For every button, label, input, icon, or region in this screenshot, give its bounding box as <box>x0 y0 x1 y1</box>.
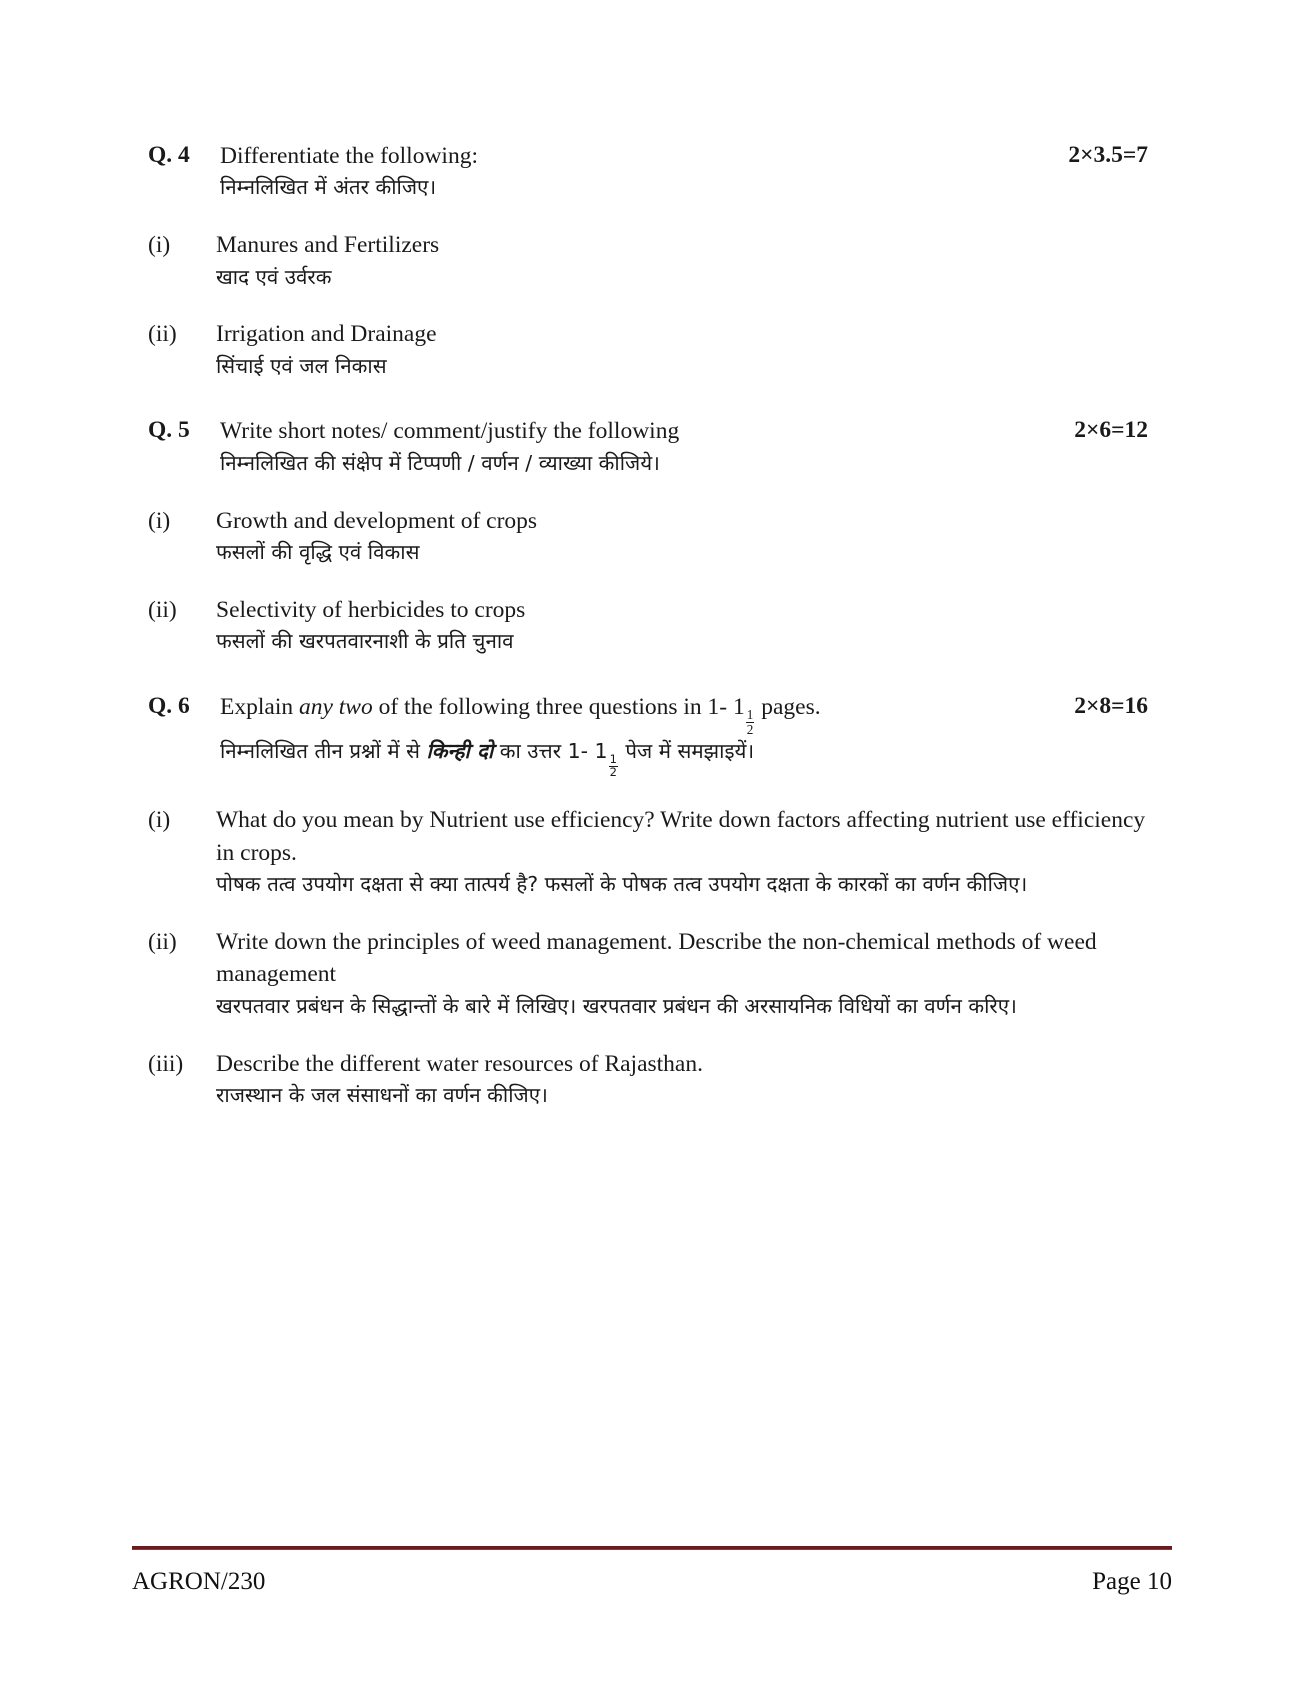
sub-english-q5-i: Growth and development of crops <box>216 507 538 534</box>
question-hindi-q4: निम्नलिखित में अंतर कीजिए। <box>220 175 437 200</box>
question-text-q5 <box>220 415 1056 478</box>
question-block-q5 <box>148 415 1148 478</box>
sub-label-q4-ii: (ii) <box>148 321 177 348</box>
question-english-q6: Explain any two of the following three questions in 1- 1 $\frac{1}{2}$ pages. <box>220 693 821 737</box>
q6-eng-after: of the following three questions in 1- <box>372 693 734 720</box>
sub-hindi-q4-ii: सिंचाई एवं जल निकास <box>216 353 387 378</box>
list-item <box>148 318 1148 381</box>
sub-label-q6-iii: (iii) <box>148 1050 184 1077</box>
question-text-q4 <box>220 140 1050 203</box>
question-marks-q6: 2×8=16 <box>1074 692 1148 719</box>
question-hindi-q5: निम्नलिखित की संक्षेप में टिप्पणी / वर्णन / व्याख्या कीजिये। <box>220 450 660 475</box>
q6-eng-before: Explain <box>220 693 299 720</box>
question-hindi-q6: निम्नलिखित तीन प्रश्नों में से किन्ही दो का उत्तर 1- 1 $\frac{1}{2}$ पेज में समझाइयें। <box>220 739 755 779</box>
list-item <box>148 229 1148 292</box>
sub-label-q5-i: (i) <box>148 507 171 534</box>
sub-label-q5-ii: (ii) <box>148 596 177 623</box>
q6-eng-tail: pages. <box>755 693 821 720</box>
q6-eng-italic: any two <box>298 693 373 720</box>
page-footer <box>132 1568 1172 1596</box>
sub-hindi-q4-i: खाद एवं उर्वरक <box>216 264 332 289</box>
fraction-one-half: $\frac{1}{2}$ <box>746 707 754 737</box>
q6-hin-before: निम्नलिखित तीन प्रश्नों में से <box>220 739 427 764</box>
sub-hindi-q6-ii: खरपतवार प्रबंधन के सिद्धान्तों के बारे में लिखिए। खरपतवार प्रबंधन की अरसायनिक विधियों का वर्णन करिए। <box>216 993 1017 1018</box>
sub-english-q4-ii: Irrigation and Drainage <box>216 321 437 348</box>
question-english-q4: Differentiate the following: <box>220 143 478 169</box>
question-block-q4 <box>148 140 1148 203</box>
q6-hin-tail: पेज में समझाइयें। <box>618 739 755 764</box>
q6-hin-after: का उत्तर 1- <box>493 739 595 764</box>
sub-english-q6-i: What do you mean by Nutrient use efficiency? Write down factors affecting nutrient use efficiency in crops. <box>216 807 1146 866</box>
question-block-q6 <box>148 691 1148 779</box>
question-label-q6: Q. 6 <box>148 692 190 719</box>
question-marks-q4: 2×3.5=7 <box>1068 142 1148 168</box>
sub-label-q4-i: (i) <box>148 232 171 259</box>
sub-label-q6-i: (i) <box>148 807 171 834</box>
footer-paper-code: AGRON/230 <box>132 1568 266 1595</box>
sub-hindi-q6-iii: राजस्थान के जल संसाधनों का वर्णन कीजिए। <box>216 1082 548 1107</box>
sub-hindi-q5-i: फसलों की वृद्धि एवं विकास <box>216 539 420 564</box>
question-label-q5: Q. 5 <box>148 417 190 444</box>
question-list <box>148 140 1148 1111</box>
sub-hindi-q6-i: पोषक तत्व उपयोग दक्षता से क्या तात्पर्य है? फसलों के पोषक तत्व उपयोग दक्षता के कारकों का वर्णन कीजिए। <box>216 872 1028 897</box>
question-text-q6 <box>220 691 1056 779</box>
fraction-one-half: $\frac{1}{2}$ <box>609 751 617 779</box>
sub-english-q5-ii: Selectivity of herbicides to crops <box>216 596 526 623</box>
footer-page-number: Page 10 <box>1092 1568 1172 1595</box>
list-item <box>148 804 1148 900</box>
list-item <box>148 505 1148 568</box>
footer-divider <box>132 1546 1172 1550</box>
question-marks-q5: 2×6=12 <box>1074 417 1148 444</box>
sub-english-q6-ii: Write down the principles of weed management. Describe the non-chemical methods of weed management <box>216 928 1097 988</box>
sub-english-q6-iii: Describe the different water resources of Rajasthan. <box>216 1050 703 1077</box>
list-item <box>148 594 1148 657</box>
list-item <box>148 926 1148 1022</box>
sub-english-q4-i: Manures and Fertilizers <box>216 232 440 259</box>
list-item <box>148 1048 1148 1111</box>
question-label-q4: Q. 4 <box>148 142 190 168</box>
sub-hindi-q5-ii: फसलों की खरपतवारनाशी के प्रति चुनाव <box>216 629 514 654</box>
sub-label-q6-ii: (ii) <box>148 928 177 955</box>
question-english-q5: Write short notes/ comment/justify the following <box>220 418 680 445</box>
q6-hin-bold: किन्ही दो <box>426 739 494 764</box>
